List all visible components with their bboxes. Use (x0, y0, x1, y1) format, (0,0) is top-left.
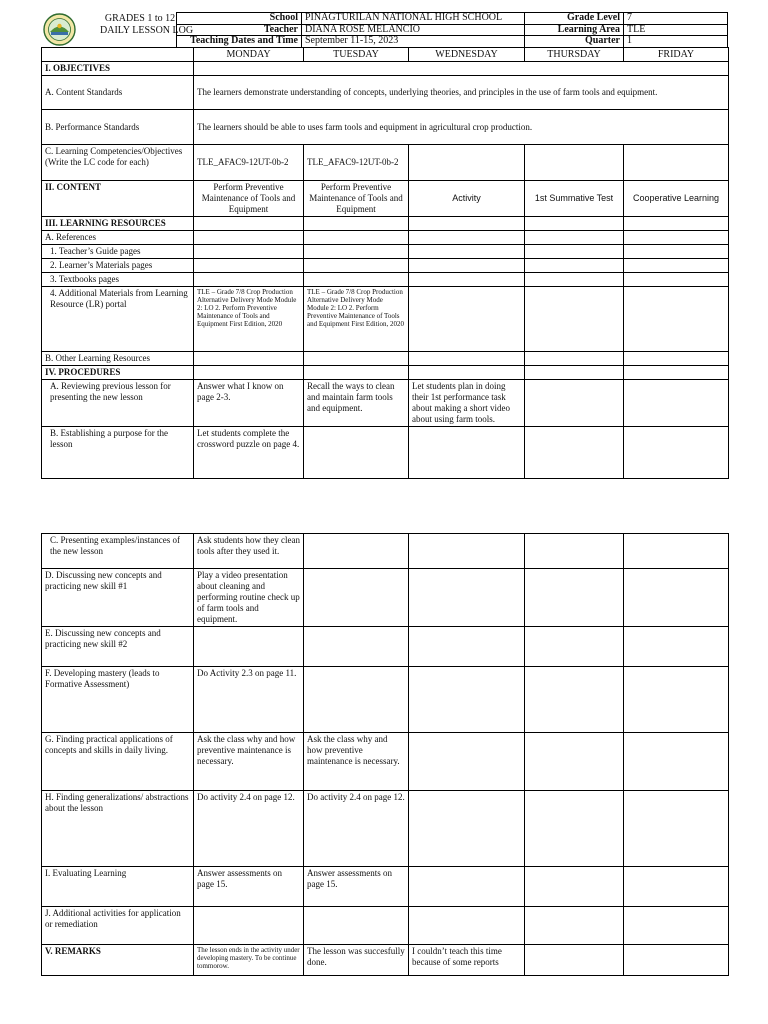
additional-materials-tuesday: TLE – Grade 7/8 Crop Production Alternative Delivery Mode Module 2: LO 2. Perform Preventive Maintenance of Tools and Equipment First Edition, 2020 (304, 287, 409, 352)
procedures-heading: IV. PROCEDURES (42, 366, 194, 380)
remarks-wednesday: I couldn’t teach this time because of some reports (409, 945, 525, 976)
performance-standards-text: The learners should be able to uses farm tools and equipment in agricultural crop production. (194, 110, 729, 145)
teacher-value: DIANA ROSE MELANCIO (302, 24, 525, 36)
teacher-label: Teacher (177, 24, 302, 36)
lesson-log-table-page2 (41, 533, 729, 976)
procedure-g-tuesday: Ask the class why and how preventive maintenance is necessary. (304, 733, 409, 791)
school-value: PINAGTURILAN NATIONAL HIGH SCHOOL (302, 13, 525, 25)
date-value: September 11-15, 2023 (302, 36, 525, 48)
procedure-f-monday: Do Activity 2.3 on page 11. (194, 667, 304, 733)
school-seal-icon (43, 13, 76, 46)
day-tuesday: TUESDAY (304, 48, 409, 62)
day-friday: FRIDAY (624, 48, 729, 62)
procedure-a-label: A. Reviewing previous lesson for presenting the new lesson (42, 380, 194, 427)
header-school-info (176, 12, 525, 48)
log-title-block (100, 13, 194, 37)
teachers-guide-label: 1. Teacher’s Guide pages (42, 245, 194, 259)
procedure-i-label: I. Evaluating Learning (42, 867, 194, 907)
procedure-i-monday: Answer assessments on page 15. (194, 867, 304, 907)
procedure-g-label: G. Finding practical applications of concepts and skills in daily living. (42, 733, 194, 791)
objectives-heading: I. OBJECTIVES (42, 62, 194, 76)
procedure-i-tuesday: Answer assessments on page 15. (304, 867, 409, 907)
day-monday: MONDAY (194, 48, 304, 62)
procedure-a-tuesday: Recall the ways to clean and maintain farm tools and equipment. (304, 380, 409, 427)
learners-materials-label: 2. Learner’s Materials pages (42, 259, 194, 273)
procedure-e-label: E. Discussing new concepts and practicing new skill #2 (42, 627, 194, 667)
additional-materials-label: 4. Additional Materials from Learning Resource (LR) portal (42, 287, 194, 352)
competency-code-tuesday: TLE_AFAC9-12UT-0b-2 (304, 145, 409, 181)
procedure-h-tuesday: Do activity 2.4 on page 12. (304, 791, 409, 867)
procedure-h-monday: Do activity 2.4 on page 12. (194, 791, 304, 867)
competencies-label: C. Learning Competencies/Objectives (Write the LC code for each) (42, 145, 194, 181)
lesson-log-table-page1 (41, 47, 729, 479)
content-standards-label: A. Content Standards (42, 76, 194, 110)
grade-level-value: 7 (624, 13, 728, 25)
content-heading: II. CONTENT (42, 181, 194, 217)
content-friday: Cooperative Learning (624, 181, 729, 217)
content-standards-text: The learners demonstrate understanding of concepts, underlying theories, and principles in the use of farm tools and equipment. (194, 76, 729, 110)
procedure-b-label: B. Establishing a purpose for the lesson (42, 427, 194, 479)
textbooks-label: 3. Textbooks pages (42, 273, 194, 287)
content-thursday: 1st Summative Test (525, 181, 624, 217)
grades-label: GRADES 1 to 12 (104, 13, 176, 24)
procedure-h-label: H. Finding generalizations/ abstractions about the lesson (42, 791, 194, 867)
remarks-tuesday: The lesson was succesfully done. (304, 945, 409, 976)
grade-level-label: Grade Level (525, 13, 624, 25)
procedure-c-monday: Ask students how they clean tools after they used it. (194, 534, 304, 569)
learning-area-label: Learning Area (525, 24, 624, 36)
quarter-value: 1 (624, 36, 728, 48)
procedure-d-monday: Play a video presentation about cleaning and performing routine check up of farm tools and equipment. (194, 569, 304, 627)
header-grade-info (524, 12, 728, 48)
content-wednesday: Activity (409, 181, 525, 217)
remarks-monday: The lesson ends in the activity under developing mastery. To be continue tommorow. (194, 945, 304, 976)
references-label: A. References (42, 231, 194, 245)
day-thursday: THURSDAY (525, 48, 624, 62)
additional-materials-monday: TLE – Grade 7/8 Crop Production Alternative Delivery Mode Module 2: LO 2. Perform Preventive Maintenance of Tools and Equipment First Edition, 2020 (194, 287, 304, 352)
procedure-j-label: J. Additional activities for application or remediation (42, 907, 194, 945)
procedure-a-monday: Answer what I know on page 2-3. (194, 380, 304, 427)
competency-code-monday: TLE_AFAC9-12UT-0b-2 (194, 145, 304, 181)
procedure-f-label: F. Developing mastery (leads to Formative Assessment) (42, 667, 194, 733)
procedure-g-monday: Ask the class why and how preventive maintenance is necessary. (194, 733, 304, 791)
procedure-a-wednesday: Let students plan in doing their 1st performance task about making a short video about using farm tools. (409, 380, 525, 427)
date-label: Teaching Dates and Time (177, 36, 302, 48)
content-tuesday: Perform Preventive Maintenance of Tools and Equipment (304, 181, 409, 217)
learning-area-value: TLE (624, 24, 728, 36)
school-label: School (177, 13, 302, 25)
remarks-heading: V. REMARKS (42, 945, 194, 976)
procedure-c-label: C. Presenting examples/instances of the new lesson (42, 534, 194, 569)
quarter-label: Quarter (525, 36, 624, 48)
procedure-d-label: D. Discussing new concepts and practicing new skill #1 (42, 569, 194, 627)
content-monday: Perform Preventive Maintenance of Tools and Equipment (194, 181, 304, 217)
performance-standards-label: B. Performance Standards (42, 110, 194, 145)
day-header-blank (42, 48, 194, 62)
day-wednesday: WEDNESDAY (409, 48, 525, 62)
log-title: DAILY LESSON LOG (100, 25, 194, 36)
resources-heading: III. LEARNING RESOURCES (42, 217, 194, 231)
procedure-b-monday: Let students complete the crossword puzzle on page 4. (194, 427, 304, 479)
other-resources-label: B. Other Learning Resources (42, 352, 194, 366)
